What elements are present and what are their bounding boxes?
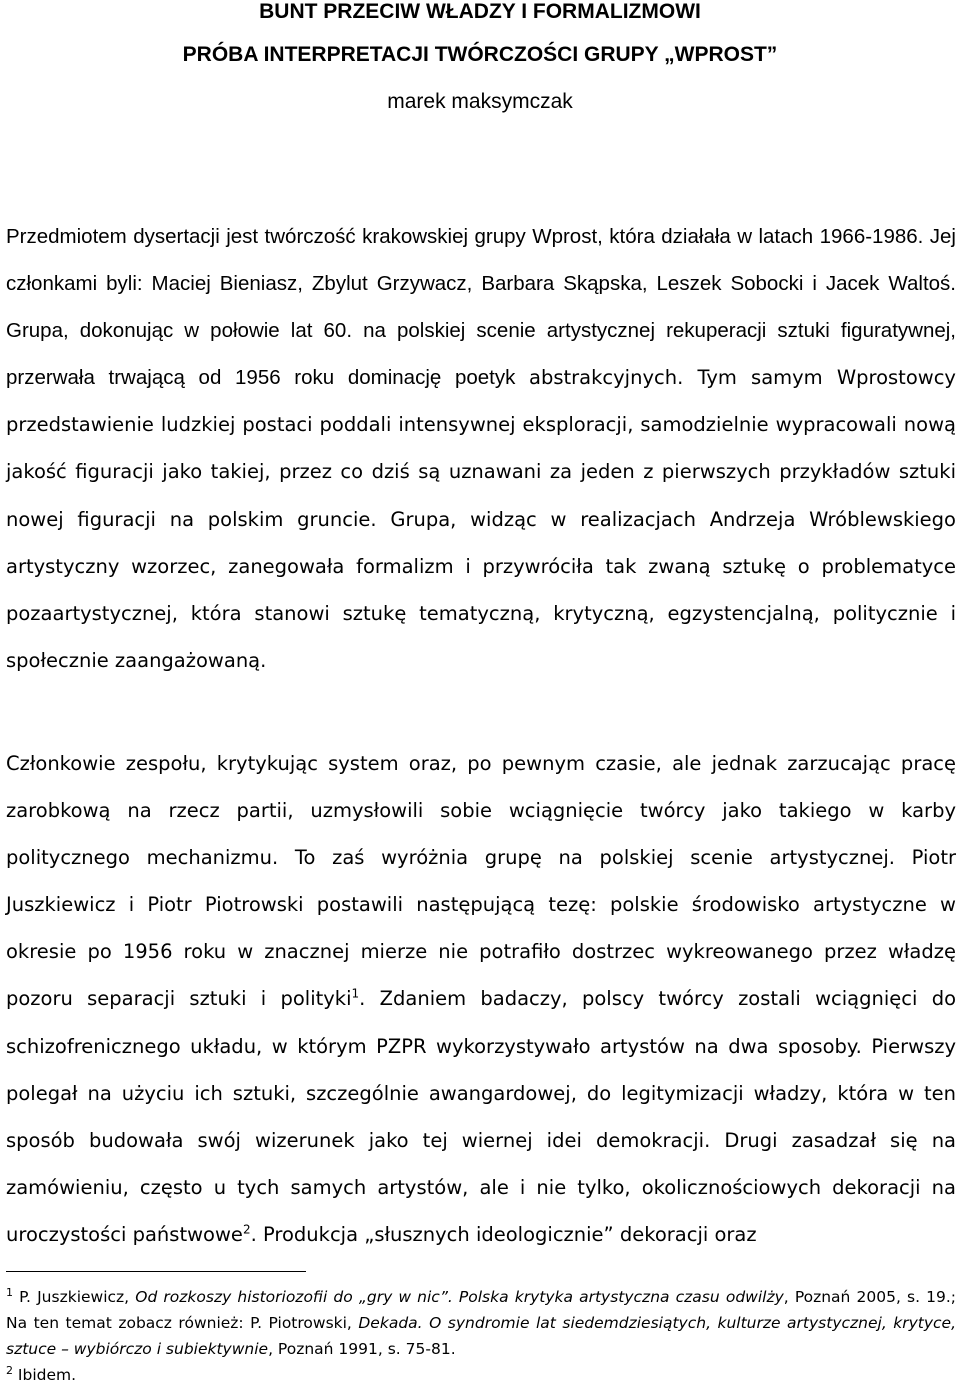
footnote-1-text-b: , Poznań 2005, s. 19.; Na ten temat zobacz również: P. Piotrowski, xyxy=(6,1288,957,1332)
paragraph-members-part-b: . Zdaniem badaczy, polscy twórcy zostali wciągnięci do schizofrenicznego układu, w którym PZPR wykorzystywało artystów na dwa sposoby. Pierwszy polegał na użyciu ich sztuki, szczególnie awangardowej, do legitymizacji władzy, która w ten sposób budowała swój wizerunek jako tej wiernej idei demokracji. Drugi zasadzał się na zamówieniu, często u tych samych artystów, ale i nie tylko, okolicznościowych dekoracji na uroczystości państwowe xyxy=(6,987,957,1246)
footnote-2-number: 2 xyxy=(6,1363,13,1377)
footnote-1-title-1: Od rozkoszy historiozofii do „gry w nic”. Polska krytyka artystyczna czasu odwilży xyxy=(135,1288,784,1306)
footnote-1 xyxy=(6,1284,956,1362)
document-author: marek maksymczak xyxy=(387,90,573,113)
footnote-1-text-c: , Poznań 1991, s. 75-81. xyxy=(268,1340,456,1358)
paragraph-members-part-a: Członkowie zespołu, krytykując system oraz, po pewnym czasie, ale jednak zarzucając pracę zarobkową na rzecz partii, uzmysłowili sobie wciągnięcie twórcy jako takiego w karby politycznego mechanizmu. To zaś wyróżnia grupę na polskiej scenie artystycznej. Piotr Juszkiewicz i Piotr Piotrowski postawili następującą tezę: polskie środowisko artystyczne w okresie po 1956 roku w znacznej mierze nie potrafiło dostrzec wykreowanego przez władzę pozoru separacji sztuki i polityki xyxy=(6,752,956,1011)
paragraph-intro xyxy=(6,213,956,684)
paragraph-members xyxy=(6,740,956,1258)
footnotes xyxy=(6,1284,956,1388)
footnote-1-title-2: Dekada. O syndromie lat siedemdziesiątych, kulturze artystycznej, krytyce, sztuce – wybiórczo i subiektywnie xyxy=(6,1314,956,1358)
footnote-ref-2[interactable]: 2 xyxy=(242,1222,251,1237)
footnote-ref-1[interactable]: 1 xyxy=(351,986,360,1001)
footnote-separator xyxy=(6,1271,306,1272)
footnote-1-number: 1 xyxy=(6,1285,13,1299)
document-title: BUNT PRZECIW WŁADZY I FORMALIZMOWI xyxy=(259,0,701,23)
paragraph-members-part-c: . Produkcja „słusznych ideologicznie” dekoracji oraz xyxy=(250,1222,757,1246)
paragraph-intro-start: Przedmiotem dysertacji jest twórczość krakowskiej grupy Wprost, która działała w latach 1966-1986. Jej członkami byli: Maciej Bieniasz, Zbylut Grzywacz, Barbara Skąpska, Leszek Sobocki i Jacek Waltoś. Grupa, dokonując w połowie lat 60. na polskiej scenie artystycznej rekuperacji sztuki figuratywnej, przerwała trwającą od 1956 roku dominację poetyk xyxy=(6,225,956,390)
footnote-2 xyxy=(6,1362,956,1388)
paragraph-intro-continuation: abstrakcyjnych. Tym samym Wprostowcy przedstawienie ludzkiej postaci poddali intensywnej eksploracji, samodzielnie wypracowali nową jakość figuracji jako takiej, przez co dziś są uznawani za jeden z pierwszych przykładów sztuki nowej figuracji na polskim gruncie. Grupa, widząc w realizacjach Andrzeja Wróblewskiego artystyczny wzorzec, zanegowała formalizm i przywróciła tak zwaną sztukę o problematyce pozaartystycznej, która stanowi sztukę tematyczną, krytyczną, egzystencjalną, politycznie i społecznie zaangażowaną. xyxy=(6,366,956,672)
footnote-2-text: Ibidem. xyxy=(13,1366,77,1384)
footnote-1-text-a: P. Juszkiewicz, xyxy=(13,1288,136,1306)
document-subtitle: PRÓBA INTERPRETACJI TWÓRCZOŚCI GRUPY „WPROST” xyxy=(182,43,778,66)
